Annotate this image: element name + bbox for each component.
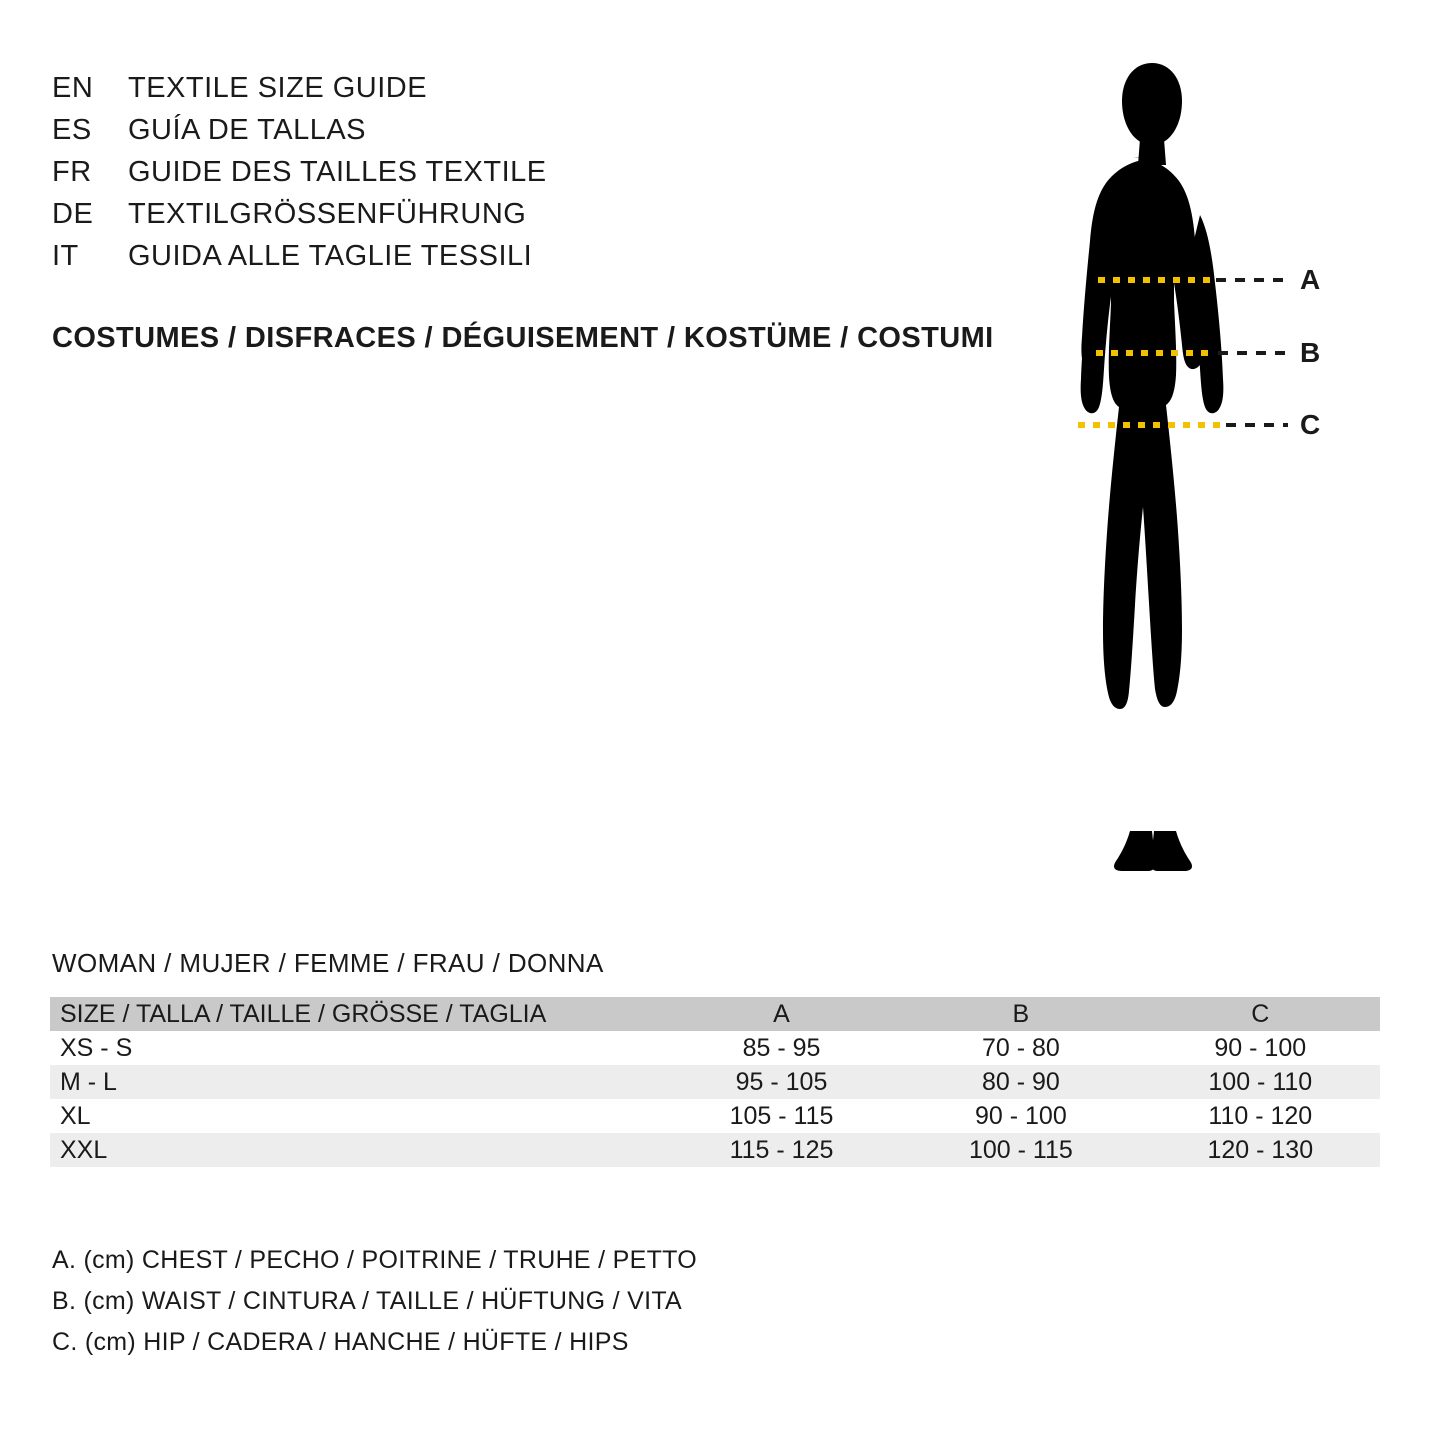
cell-hip: 120 - 130 (1141, 1133, 1380, 1167)
figure-diagram (1000, 55, 1400, 895)
table-row (50, 1031, 1380, 1065)
cell-waist: 90 - 100 (901, 1099, 1140, 1133)
female-body-silhouette-icon (1000, 55, 1400, 895)
cell-chest: 85 - 95 (662, 1031, 901, 1065)
language-row (52, 198, 1032, 240)
table-head (50, 997, 1380, 1031)
cell-hip: 90 - 100 (1141, 1031, 1380, 1065)
legend (52, 1240, 1052, 1363)
column-header-size: SIZE / TALLA / TAILLE / GRÖSSE / TAGLIA (50, 997, 662, 1031)
language-code: ES (52, 114, 92, 146)
language-row (52, 240, 1032, 282)
cell-chest: 95 - 105 (662, 1065, 901, 1099)
cell-chest: 115 - 125 (662, 1133, 901, 1167)
language-title: GUIDE DES TAILLES TEXTILE (128, 156, 547, 188)
language-row (52, 72, 1032, 114)
category-subtitle: COSTUMES / DISFRACES / DÉGUISEMENT / KOSTÜME / COSTUMI (52, 322, 994, 354)
legend-item-hip: C. (cm) HIP / CADERA / HANCHE / HÜFTE / HIPS (52, 1328, 629, 1356)
table-row (50, 1133, 1380, 1167)
language-title: TEXTILGRÖSSENFÜHRUNG (128, 198, 527, 230)
legend-item-waist: B. (cm) WAIST / CINTURA / TAILLE / HÜFTUNG / VITA (52, 1287, 683, 1315)
cell-size: XS - S (50, 1031, 662, 1065)
cell-size: XXL (50, 1133, 662, 1167)
cell-waist: 80 - 90 (901, 1065, 1140, 1099)
table-section-title: WOMAN / MUJER / FEMME / FRAU / DONNA (52, 948, 604, 978)
language-code: EN (52, 72, 94, 104)
table-row (50, 1099, 1380, 1133)
cell-waist: 70 - 80 (901, 1031, 1140, 1065)
table-row (50, 1065, 1380, 1099)
language-title: TEXTILE SIZE GUIDE (128, 72, 428, 104)
cell-hip: 110 - 120 (1141, 1099, 1380, 1133)
language-row (52, 114, 1032, 156)
measure-label-b: B (1300, 337, 1321, 368)
cell-hip: 100 - 110 (1141, 1065, 1380, 1099)
cell-size: M - L (50, 1065, 662, 1099)
column-header-c: C (1141, 997, 1380, 1031)
language-code: DE (52, 198, 94, 230)
cell-chest: 105 - 115 (662, 1099, 901, 1133)
language-code: FR (52, 156, 92, 188)
language-title-list (52, 72, 1032, 282)
language-title: GUIDA ALLE TAGLIE TESSILI (128, 240, 533, 272)
column-header-b: B (901, 997, 1140, 1031)
column-header-a: A (662, 997, 901, 1031)
language-row (52, 156, 1032, 198)
cell-size: XL (50, 1099, 662, 1133)
legend-item-chest: A. (cm) CHEST / PECHO / POITRINE / TRUHE / PETTO (52, 1246, 698, 1274)
measure-label-a: A (1300, 264, 1321, 295)
cell-waist: 100 - 115 (901, 1133, 1140, 1167)
measure-label-c: C (1300, 409, 1321, 440)
language-code: IT (52, 240, 79, 272)
table-header-row (50, 997, 1380, 1031)
language-title: GUÍA DE TALLAS (128, 114, 367, 146)
size-table (50, 997, 1380, 1167)
table-body (50, 1031, 1380, 1167)
